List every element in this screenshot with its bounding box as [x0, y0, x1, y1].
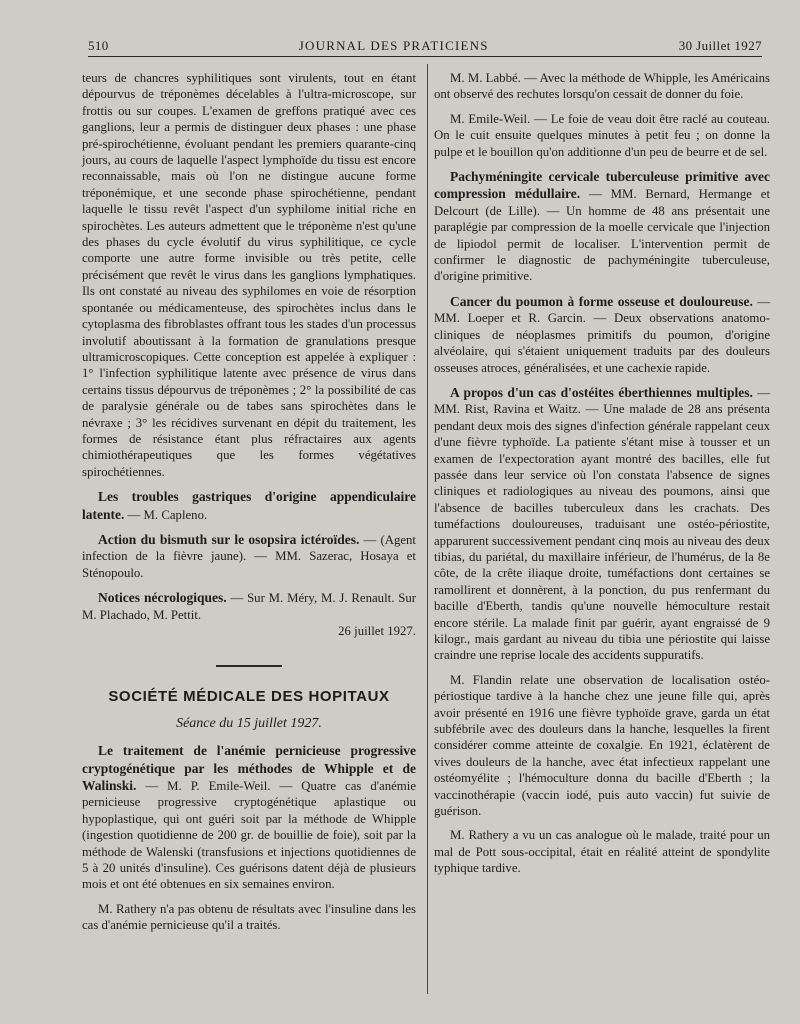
article-heading: Action du bismuth sur le osopsira ictéroïdes. [98, 531, 360, 547]
article-authors: — (Agent infection de la fièvre jaune). — MM. Sazerac, Hosaya et Sténopoulo. [82, 532, 416, 580]
page-number: 510 [88, 38, 109, 53]
paragraph: M. Rathery a vu un cas analogue où le malade, traité pour un mal de Pott sous-occipital, était en réalité atteint de spondylite typhique tardive. [434, 828, 770, 876]
right-column [434, 70, 770, 885]
article-authors: — M. Capleno. [124, 507, 208, 522]
article-heading: Les troubles gastriques d'origine appendiculaire latente. [82, 489, 416, 522]
article-heading: A propos d'un cas d'ostéites éberthiennes multiples. [450, 384, 753, 400]
article-heading: Pachyméningite cervicale tuberculeuse primitive avec compression médullaire. [434, 169, 770, 202]
header-rule [88, 56, 762, 57]
paragraph: M. Emile-Weil. — Le foie de veau doit être raclé au couteau. On le cuit ensuite quelques minutes à petit feu ; on donne la pulpe et le bouillon qu'on additionne d'un peu de beurre et de sel. [434, 111, 770, 159]
paragraph: M. Flandin relate une observation de localisation ostéo-périostique tardive à la hanche chez une jeune fille qui, après avoir présenté en 1916 une fièvre typhoïde grave, garda un état subfébrile avec des douleurs dans la hanche, lesquelles la firent considérer comme atteinte de coxalgie. En 1921, éclatèrent de vives douleurs de la hanche, avec état infectieux rappelant une ostéomyélite ; l'hémoculture donna du bacille d'Eberth ; la vaccinothérapie (vaccin iodé, puis auto vaccin) fut suivie de guérison. [434, 672, 770, 819]
article-heading: Notices nécrologiques. [98, 590, 227, 606]
article-entry [434, 293, 770, 376]
paragraph: M. M. Labbé. — Avec la méthode de Whipple, les Américains ont observé des rechutes lorsqu'on cessait de donner du foie. [434, 71, 770, 102]
dateline: 26 juillet 1927. [338, 624, 416, 638]
article-body: — MM. Loeper et R. Garcin. — Deux observations anatomo-cliniques de néoplasmes primitifs du poumon, d'origine alvéolaire, qui s'étaient uniquement traduits par des douleurs osseuses atroces, généralisées, et une cachexie rapide. [434, 294, 770, 375]
column-divider [427, 64, 428, 994]
paragraph: M. Rathery n'a pas obtenu de résultats avec l'insuline dans les cas d'anémie pernicieuse qu'il a traités. [82, 901, 416, 933]
article-body: — MM. Bernard, Hermange et Delcourt (de Lille). — Un homme de 48 ans présentait une paraplégie par compression de la moelle cervicale que l'injection de lipiodol permit de localiser. L'intervention permit de confirmer le diagnostic de pachyméningite tuberculeuse, d'origine primitive. [434, 187, 770, 284]
article-entry [82, 488, 416, 523]
page-header [88, 36, 762, 54]
left-column [82, 70, 416, 942]
journal-title: JOURNAL DES PRATICIENS [298, 38, 489, 53]
article-body: — M. P. Emile-Weil. — Quatre cas d'anémie pernicieuse progressive cryptogénétique aplastique ou hypoplastique, qui ont guéri soit par la méthode de Whipple (ingestion quotidienne de 200 gr. de bouillie de foie), soit par la méthode de Walenski (transfusions et injections quotidiennes de 5 à 20 unités d'insuline). Ces guérisons datent déjà de plusieurs mois et ont été obtenues en six semaines environ. [82, 779, 416, 892]
article-entry [82, 742, 416, 893]
article-body: — MM. Rist, Ravina et Waitz. — Une malade de 28 ans présenta pendant deux mois des signes d'infection générale rappelant ceux d'une fièvre typhoïde. La patiente s'étant mise à tousser et un examen de l'expectoration ayant montré des bacilles, elle fut passée dans leur service où l'on constata l'absence de signes cliniques et radiologiques au niveau des poumons, ainsi que l'absence de bacilles tuberculeux dans les crachats. Des tuméfactions douloureuses, traduisant une ostéo-périostite, apparurent successivement pendant cinq mois au niveau des deux tibias, du pariétal, du maxillaire inférieur, de l'humérus, de la 8e côte, de la crête iliaque droite, tuméfactions dont certaines se ramollirent et donnèrent, à la ponction, du pus renfermant du bacille d'Eberth, tandis qu'une nouvelle hémoculture restait encore stérile. La malade finit par guérir, ayant engraissé de 9 kilogr., mais gardant au niveau du tibia une périostite qui laisse craindre une reprise locale des accidents suppuratifs. [434, 385, 770, 663]
article-entry [434, 384, 770, 664]
section-title: SOCIÉTÉ MÉDICALE DES HOPITAUX [108, 688, 390, 706]
article-entry [434, 168, 770, 285]
session-date: Séance du 15 juillet 1927. [176, 715, 322, 731]
article-heading: Le traitement de l'anémie pernicieuse progressive cryptogénétique par les méthodes de Whipple et de Walinski. [82, 743, 416, 794]
article-heading: Cancer du poumon à forme osseuse et douloureuse. [450, 293, 753, 309]
article-entry [82, 531, 416, 581]
section-divider [216, 665, 282, 667]
paragraph: teurs de chancres syphilitiques sont virulents, tout en étant dépourvus de tréponèmes décelables à l'ultra-microscope, sur frottis ou sur coupes. L'examen de greffons pratiqué avec ces ganglions, leur a permis de distinguer deux phases : une phase pré-spirochétienne, évoluant pendant les premiers quarante-cinq jours, au cours de laquelle l'aspect lymphoïde du tissu est encore reconnaissable, mais où l'on ne distingue aucune forme tréponémique, et une seconde phase spirochétienne, pendant laquelle le tissu revêt l'aspect d'un syphilome initial riche en spirochètes. Les auteurs admettent que le tréponème n'est qu'une des phases du cycle évolutif du virus syphilitique, ce cycle comporte une autre forme invisible ou très petite, celle précisément que revêt le virus dans les ganglions lymphatiques. Ils ont constaté au niveau des syphilomes en voie de résorption spontanée ou médicamenteuse, des spirochètes inclus dans le cytoplasma des fibroblastes offrant tous les stades d'un processus involutif aboutissant à la formation de granulations presque ultramicroscopiques. Cette conception est appelée à expliquer : 1° l'infection syphilitique latente avec présence de virus dans certains tissus dépourvus de tréponèmes ; 2° la possibilité de cas de paralysie générale ou de tabes sans spirochètes dans le névraxe ; 3° les récidives survenant en dépit du traitement, les formes de résistance étant plus réfractaires aux agents chimiothérapeutiques que les formes végétatives spirochétiennes. [82, 71, 416, 479]
article-entry [82, 589, 416, 623]
article-authors: — Sur M. Méry, M. J. Renault. Sur M. Plachado, M. Pettit. [82, 591, 416, 622]
issue-date: 30 Juillet 1927 [678, 38, 762, 53]
